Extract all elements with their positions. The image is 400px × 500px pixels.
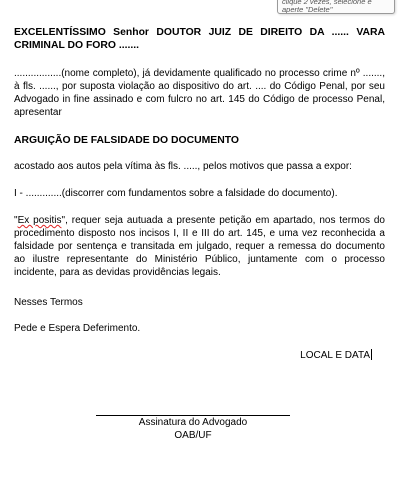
text-cursor [371,349,372,360]
section-title[interactable]: ARGUIÇÃO DE FALSIDADE DO DOCUMENTO [14,135,239,146]
ex-positis-body: , requer seja autuada a presente petição em apartado, nos termos do procedimento disposto nos incisos I, II e III do art. 145, e uma vez reconhecida a falsidade por sentença e transitada em julgado, requer a remessa do documento ao ilustre representante do Ministério Público, juntamente com o processo incidente, para as devidas providências legais. [14,215,385,278]
closing-request[interactable]: Pede e Espera Deferimento. [14,323,141,334]
intro-paragraph[interactable]: .................(nome completo), já devidamente qualificado no processo crime nº ......., à fls. ......, por suposta violação ao dispositivo do art. .... do Código Penal, por seu Advogado in fine assinado e com fulcro no art. 145 do Código de processo Penal, apresentar [14,68,385,118]
tooltip-line-1: clique 2 vezes, selecione e [282,0,372,6]
signature-oab[interactable]: OAB/UF [174,430,212,441]
place-date-text: LOCAL E DATA [300,350,370,361]
ex-positis-paragraph[interactable]: "Ex positis", requer seja autuada a presente petição em apartado, nos termos do procedimento disposto nos incisos I, II e III do art. 145, e uma vez reconhecida a falsidade por sentença e transitada em julgado, requer a remessa do documento ao ilustre representante do Ministério Público, juntamente com o processo incidente, para as devidas providências legais. [14,215,385,278]
signature-label[interactable]: Assinatura do Advogado [138,417,248,428]
instruction-tooltip [277,0,395,14]
tooltip-line-2: aperte "Delete" [282,5,333,14]
closing-terms[interactable]: Nesses Termos [14,297,83,308]
accompanying-paragraph[interactable]: acostado aos autos pela vítima às fls. ....., pelos motivos que passa a expor: [14,161,352,172]
item-one-paragraph[interactable]: I - .............(discorrer com fundamentos sobre a falsidade do documento). [14,188,338,199]
document-heading[interactable]: EXCELENTÍSSIMO Senhor DOUTOR JUIZ DE DIREITO DA ...... VARA CRIMINAL DO FORO ....... [14,27,385,51]
ex-positis-term: Ex positis [17,215,62,226]
signature-line [96,415,290,416]
place-date-line[interactable] [300,349,372,362]
